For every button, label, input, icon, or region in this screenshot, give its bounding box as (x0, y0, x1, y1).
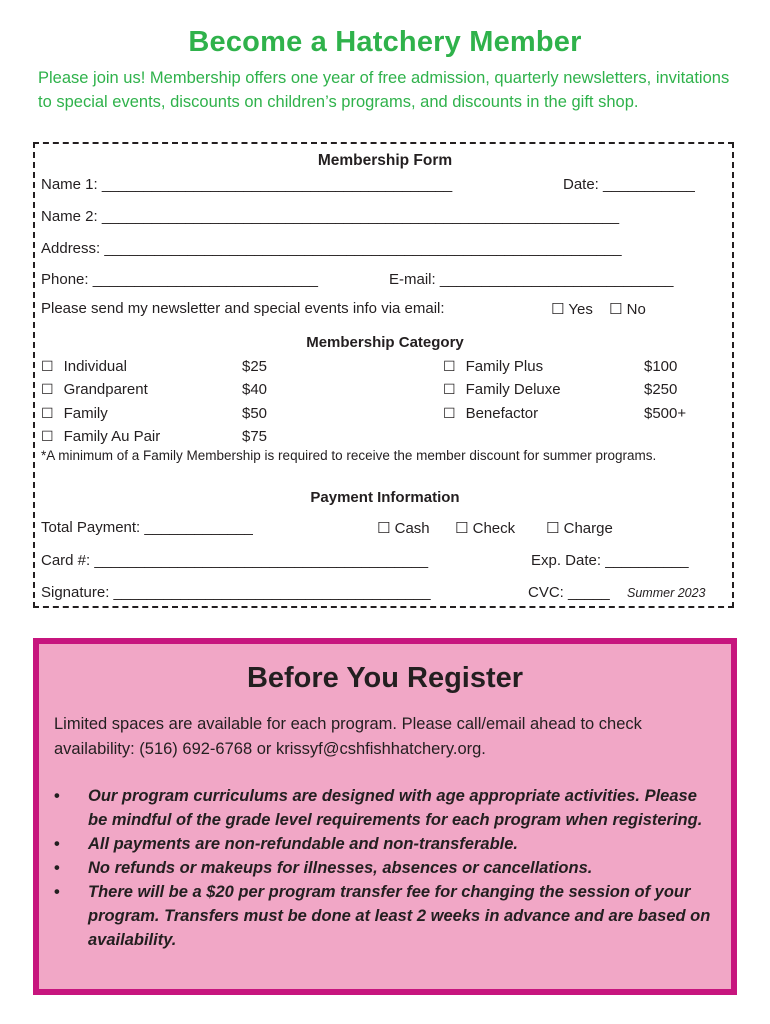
checkbox-icon[interactable]: ☐ (546, 520, 560, 537)
register-text: Limited spaces are available for each program. Please call/email ahead to check availability: (516) 692-6768 or krissyf@cshfishhatchery.org. (54, 715, 642, 758)
bullet-icon: • (54, 835, 60, 853)
category-family-deluxe[interactable] (443, 381, 561, 398)
category-price: $25 (242, 358, 268, 375)
category-price: $40 (242, 381, 268, 398)
category-label: Grandparent (63, 381, 148, 398)
bullet-icon: • (54, 883, 60, 901)
intro-text: Please join us! Membership offers one year of free admission, quarterly newsletters, invitations to special events, discounts on children’s programs, and discounts in the gift shop. (38, 69, 730, 111)
list-item (54, 880, 714, 952)
checkbox-icon[interactable]: ☐ (443, 358, 456, 374)
bullet-text: There will be a $20 per program transfer fee for changing the session of your program. Transfers must be done at least 2 weeks in advance and are based on availability. (88, 883, 711, 949)
category-price: $100 (644, 358, 678, 375)
card-number-field[interactable]: Card #: ________________________________________ (41, 552, 429, 569)
phone-field[interactable]: Phone: ___________________________ (41, 271, 318, 288)
checkbox-icon[interactable]: ☐ (609, 301, 623, 318)
newsletter-prompt (41, 300, 445, 317)
season-label: Summer 2023 (627, 586, 706, 600)
checkbox-icon[interactable]: ☐ (377, 520, 391, 537)
charge-label: Charge (563, 520, 613, 537)
category-label: Individual (63, 358, 127, 375)
cvc-field[interactable]: CVC: _____ (528, 584, 610, 601)
total-payment-field[interactable]: Total Payment: _____________ (41, 519, 253, 536)
category-benefactor[interactable] (443, 405, 538, 422)
checkbox-icon[interactable]: ☐ (443, 381, 456, 397)
no-label: No (626, 301, 646, 318)
name1-field[interactable]: Name 1: __________________________________________ (41, 176, 453, 193)
checkbox-icon[interactable]: ☐ (455, 520, 469, 537)
checkbox-icon[interactable]: ☐ (443, 405, 456, 421)
list-item (54, 856, 714, 880)
list-item (54, 784, 714, 832)
category-price: $50 (242, 405, 268, 422)
address-field[interactable]: Address: ______________________________________________________________ (41, 240, 622, 257)
bullet-text: All payments are non-refundable and non-transferable. (88, 835, 518, 853)
yes-label: Yes (568, 301, 593, 318)
register-title: Before You Register (246, 662, 524, 694)
category-label: Family (63, 405, 108, 422)
category-family-au-pair[interactable] (41, 428, 160, 445)
payment-check-option[interactable] (455, 519, 515, 537)
bullet-icon: • (54, 859, 60, 877)
page-title: Become a Hatchery Member (188, 26, 582, 58)
list-item (54, 832, 714, 856)
checkbox-icon[interactable]: ☐ (41, 358, 54, 374)
category-price: $250 (644, 381, 678, 398)
category-family-plus[interactable] (443, 358, 543, 375)
checkbox-icon[interactable]: ☐ (41, 381, 54, 397)
bullet-text: No refunds or makeups for illnesses, absences or cancellations. (88, 859, 593, 877)
payment-cash-option[interactable] (377, 519, 430, 537)
category-grandparent[interactable] (41, 381, 148, 398)
expiry-date-field[interactable]: Exp. Date: __________ (531, 552, 689, 569)
date-field[interactable]: Date: ___________ (563, 176, 695, 193)
checkbox-icon[interactable]: ☐ (41, 405, 54, 421)
signature-field[interactable]: Signature: ______________________________________ (41, 584, 431, 601)
check-label: Check (472, 520, 516, 537)
category-note: *A minimum of a Family Membership is required to receive the member discount for summer programs. (41, 448, 657, 463)
payment-charge-option[interactable] (546, 519, 613, 537)
category-price: $500+ (644, 405, 687, 422)
category-individual[interactable] (41, 358, 127, 375)
cash-label: Cash (394, 520, 430, 537)
register-bullet-list (54, 784, 714, 952)
newsletter-prompt-text: Please send my newsletter and special events info via email: (41, 300, 445, 317)
bullet-icon: • (54, 787, 60, 805)
membership-category-title: Membership Category (306, 334, 464, 351)
payment-information-title: Payment Information (310, 489, 460, 506)
membership-form-title: Membership Form (317, 152, 453, 169)
bullet-text: Our program curriculums are designed with age appropriate activities. Please be mindful of the grade level requirements for each program when registering. (88, 787, 703, 829)
name2-field[interactable]: Name 2: ______________________________________________________________ (41, 208, 620, 225)
newsletter-no-option[interactable] (609, 300, 646, 318)
newsletter-yes-option[interactable] (551, 300, 593, 318)
email-field[interactable]: E-mail: ____________________________ (389, 271, 674, 288)
category-label: Benefactor (465, 405, 539, 422)
checkbox-icon[interactable]: ☐ (551, 301, 565, 318)
category-label: Family Plus (465, 358, 544, 375)
category-label: Family Au Pair (63, 428, 161, 445)
category-label: Family Deluxe (465, 381, 561, 398)
category-price: $75 (242, 428, 268, 445)
category-family[interactable] (41, 405, 108, 422)
checkbox-icon[interactable]: ☐ (41, 428, 54, 444)
